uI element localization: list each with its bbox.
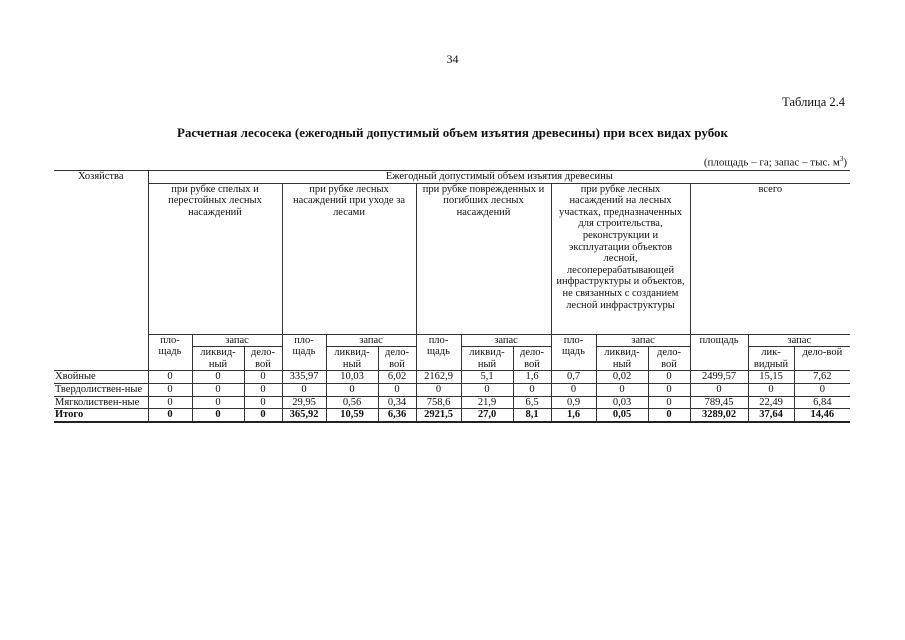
table-cell: 0: [192, 383, 244, 396]
table-cell: 0,7: [551, 371, 596, 384]
row-label: Твердолиствен-ные: [54, 383, 148, 396]
header-annual: Ежегодный допустимый объем изъятия древесины: [148, 171, 850, 184]
table-cell: 14,46: [794, 409, 850, 422]
table-cell: 365,92: [282, 409, 326, 422]
table-cell: 37,64: [748, 409, 794, 422]
table-row: [54, 383, 850, 396]
table-cell: 0: [648, 371, 690, 384]
table-cell: 21,9: [461, 396, 513, 409]
header-liquid-2: ликвид-ный: [326, 347, 378, 371]
table-cell: 15,15: [748, 371, 794, 384]
units-note-text: (площадь – га; запас – тыс. м: [703, 156, 840, 169]
table-cell: 10,59: [326, 409, 378, 422]
table-cell: 0: [326, 383, 378, 396]
table-cell: 0: [648, 409, 690, 422]
table-label: Таблица 2.4: [782, 95, 845, 109]
table-cell: 0: [513, 383, 551, 396]
table-title: Расчетная лесосека (ежегодный допустимый объем изъятия древесины) при всех видах рубок: [176, 125, 729, 140]
header-stock-4: запас: [596, 334, 690, 347]
table-cell: 5,1: [461, 371, 513, 384]
table-cell: 0: [378, 383, 416, 396]
table-cell: 0,03: [596, 396, 648, 409]
header-group-mature: при рубке спелых и перестойных лесных насаждений: [148, 183, 282, 334]
table-cell: 0: [794, 383, 850, 396]
table-cell: 0: [192, 371, 244, 384]
row-label: Итого: [54, 409, 148, 422]
header-stock-total: запас: [748, 334, 850, 347]
table-cell: 0: [244, 396, 282, 409]
header-business-1: дело-вой: [244, 347, 282, 371]
table-cell: 0,02: [596, 371, 648, 384]
table-cell: 0: [748, 383, 794, 396]
row-label: Мягколиствен-ные: [54, 396, 148, 409]
table-cell: 0: [461, 383, 513, 396]
table-cell: 758,6: [416, 396, 461, 409]
table-cell: 0: [690, 383, 748, 396]
header-area-total: площадь: [690, 334, 748, 371]
table-cell: 3289,02: [690, 409, 748, 422]
header-group-total: всего: [690, 183, 850, 334]
table-cell: 0: [648, 383, 690, 396]
table-cell: 0: [148, 409, 192, 422]
header-area-1: пло-щадь: [148, 334, 192, 371]
table-cell: 2921,5: [416, 409, 461, 422]
table-row: [54, 371, 850, 384]
units-note-close: ): [843, 156, 847, 169]
header-farms: Хозяйства: [54, 171, 148, 371]
header-liquid-total: лик-видный: [748, 347, 794, 371]
table-cell: 0: [148, 396, 192, 409]
table-cell: 0: [551, 383, 596, 396]
header-liquid-4: ликвид-ный: [596, 347, 648, 371]
table-cell: 6,36: [378, 409, 416, 422]
table-cell: 0: [148, 383, 192, 396]
table-cell: 0: [244, 383, 282, 396]
table-cell: 0,05: [596, 409, 648, 422]
table-cell: 6,5: [513, 396, 551, 409]
header-liquid-1: ликвид-ный: [192, 347, 244, 371]
header-business-3: дело-вой: [513, 347, 551, 371]
table-cell: 27,0: [461, 409, 513, 422]
page-number: 34: [446, 52, 459, 66]
table-row: [54, 396, 850, 409]
table-cell: 0,34: [378, 396, 416, 409]
table-cell: 0: [192, 396, 244, 409]
header-business-4: дело-вой: [648, 347, 690, 371]
header-group-infrastructure: при рубке лесных насаждений на лесных участках, предназначенных для строительства, реконструкции и эксплуатации объектов лесной, лесоперерабатывающей инфраструктуры и объектов, не связанных с созданием лесной инфраструктуры: [551, 183, 690, 334]
header-group-care: при рубке лесных насаждений при уходе за лесами: [282, 183, 416, 334]
table-cell: 0: [648, 396, 690, 409]
header-group-damaged: при рубке поврежденных и погибших лесных насаждений: [416, 183, 551, 334]
table-cell: 0: [148, 371, 192, 384]
table-cell: 0: [282, 383, 326, 396]
units-note: [704, 155, 847, 169]
table-cell: 22,49: [748, 396, 794, 409]
table-cell: 2499,57: [690, 371, 748, 384]
row-label: Хвойные: [54, 371, 148, 384]
table-cell: 29,95: [282, 396, 326, 409]
header-liquid-3: ликвид-ный: [461, 347, 513, 371]
table-cell: 10,03: [326, 371, 378, 384]
table-cell: 7,62: [794, 371, 850, 384]
header-stock-1: запас: [192, 334, 282, 347]
table-cell: 6,84: [794, 396, 850, 409]
header-area-3: пло-щадь: [416, 334, 461, 371]
total-row: [54, 409, 850, 422]
header-business-2: дело-вой: [378, 347, 416, 371]
table-cell: 0,9: [551, 396, 596, 409]
table-cell: 8,1: [513, 409, 551, 422]
table-cell: 0: [244, 371, 282, 384]
cutting-area-table: [54, 170, 850, 423]
table-cell: 6,02: [378, 371, 416, 384]
table-cell: 0: [244, 409, 282, 422]
table-cell: 2162,9: [416, 371, 461, 384]
table-cell: 1,6: [551, 409, 596, 422]
header-stock-3: запас: [461, 334, 551, 347]
table-cell: 335,97: [282, 371, 326, 384]
table-cell: 789,45: [690, 396, 748, 409]
table-cell: 0: [416, 383, 461, 396]
table-cell: 0,56: [326, 396, 378, 409]
table-cell: 0: [596, 383, 648, 396]
table-cell: 1,6: [513, 371, 551, 384]
header-stock-2: запас: [326, 334, 416, 347]
table-cell: 0: [192, 409, 244, 422]
header-area-2: пло-щадь: [282, 334, 326, 371]
header-area-4: пло-щадь: [551, 334, 596, 371]
units-note-sup: 3: [839, 155, 844, 163]
header-business-total: дело-вой: [794, 347, 850, 371]
